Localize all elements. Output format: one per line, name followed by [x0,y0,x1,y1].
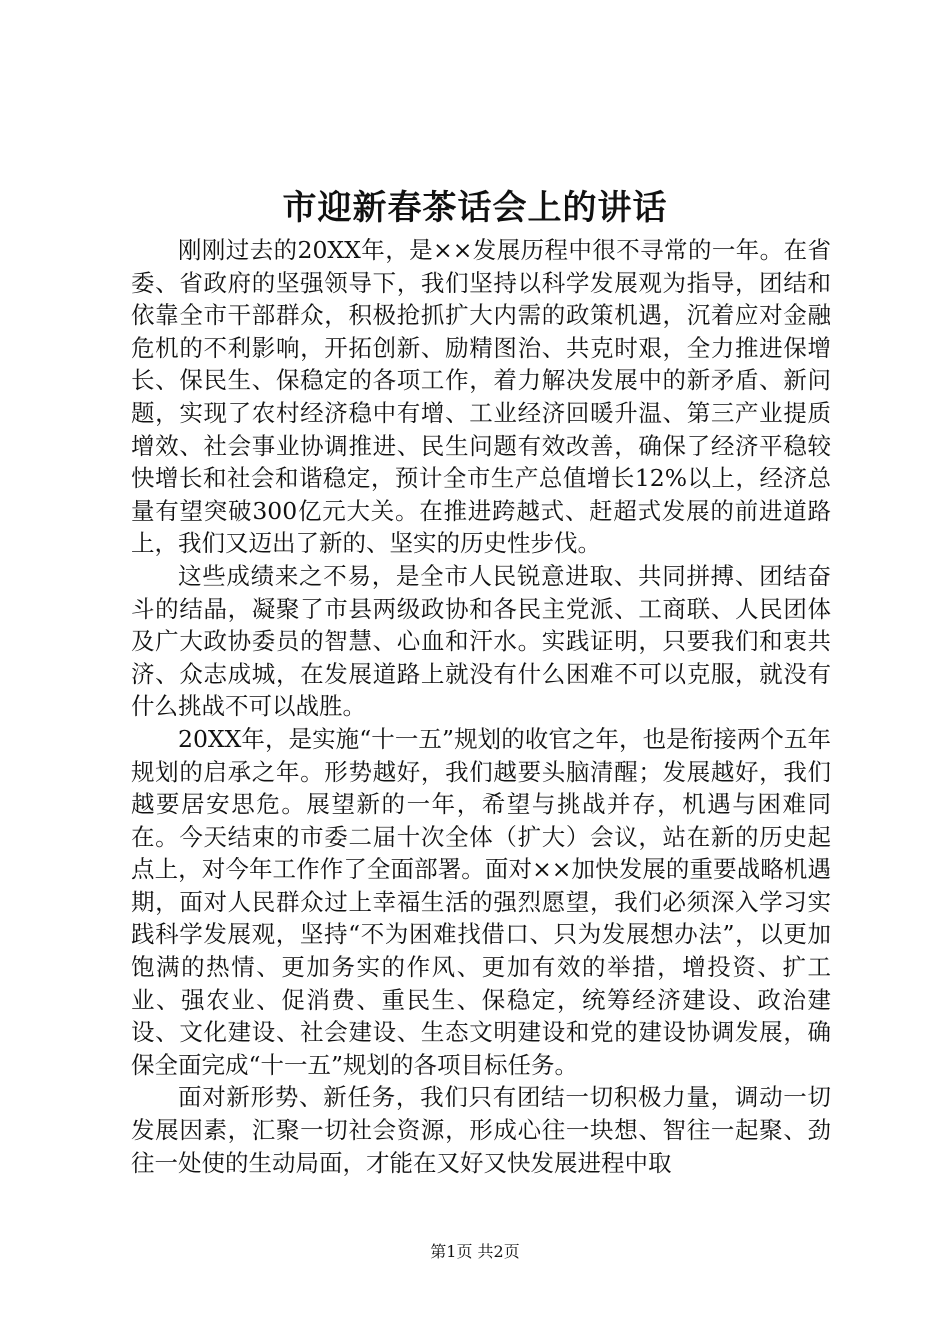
paragraph: 这些成绩来之不易，是全市人民锐意进取、共同拼搏、团结奋斗的结晶，凝聚了市县两级政协和各民主党派、工商联、人民团体及广大政协委员的智慧、心血和汗水。实践证明，只要我们和衷共济、众志成城，在发展道路上就没有什么困难不可以克服，就没有什么挑战不可以战胜。 [131,561,831,721]
paragraph: 20XX年，是实施“十一五”规划的收官之年，也是衔接两个五年规划的启承之年。形势越好，我们越要头脑清醒；发展越好，我们越要居安思危。展望新的一年，希望与挑战并存，机遇与困难同在。今天结束的市委二届十次全体（扩大）会议，站在新的历史起点上，对今年工作作了全面部署。面对××加快发展的重要战略机遇期，面对人民群众过上幸福生活的强烈愿望，我们必须深入学习实践科学发展观，坚持“不为困难找借口、只为发展想办法”，以更加饱满的热情、更加务实的作风、更加有效的举措，增投资、扩工业、强农业、促消费、重民生、保稳定，统筹经济建设、政治建设、文化建设、社会建设、生态文明建设和党的建设协调发展，确保全面完成“十一五”规划的各项目标任务。 [131,724,831,1079]
paragraph: 刚刚过去的20XX年，是××发展历程中很不寻常的一年。在省委、省政府的坚强领导下，我们坚持以科学发展观为指导，团结和依靠全市干部群众，积极抢抓扩大内需的政策机遇，沉着应对金融危机的不利影响，开拓创新、励精图治、共克时艰，全力推进保增长、保民生、保稳定的各项工作，着力解决发展中的新矛盾、新问题，实现了农村经济稳中有增、工业经济回暖升温、第三产业提质增效、社会事业协调推进、民生问题有效改善，确保了经济平稳较快增长和社会和谐稳定，预计全市生产总值增长12%以上，经济总量有望突破300亿元大关。在推进跨越式、赶超式发展的前进道路上，我们又迈出了新的、坚实的历史性步伐。 [131,236,831,558]
document-title: 市迎新春茶话会上的讲话 [282,188,668,228]
document-body [131,234,831,1179]
page-footer: 第1页 共2页 [430,1242,520,1261]
paragraph: 面对新形势、新任务，我们只有团结一切积极力量，调动一切发展因素，汇聚一切社会资源，形成心往一块想、智往一起聚、劲往一处使的生动局面，才能在又好又快发展进程中取 [131,1083,831,1177]
